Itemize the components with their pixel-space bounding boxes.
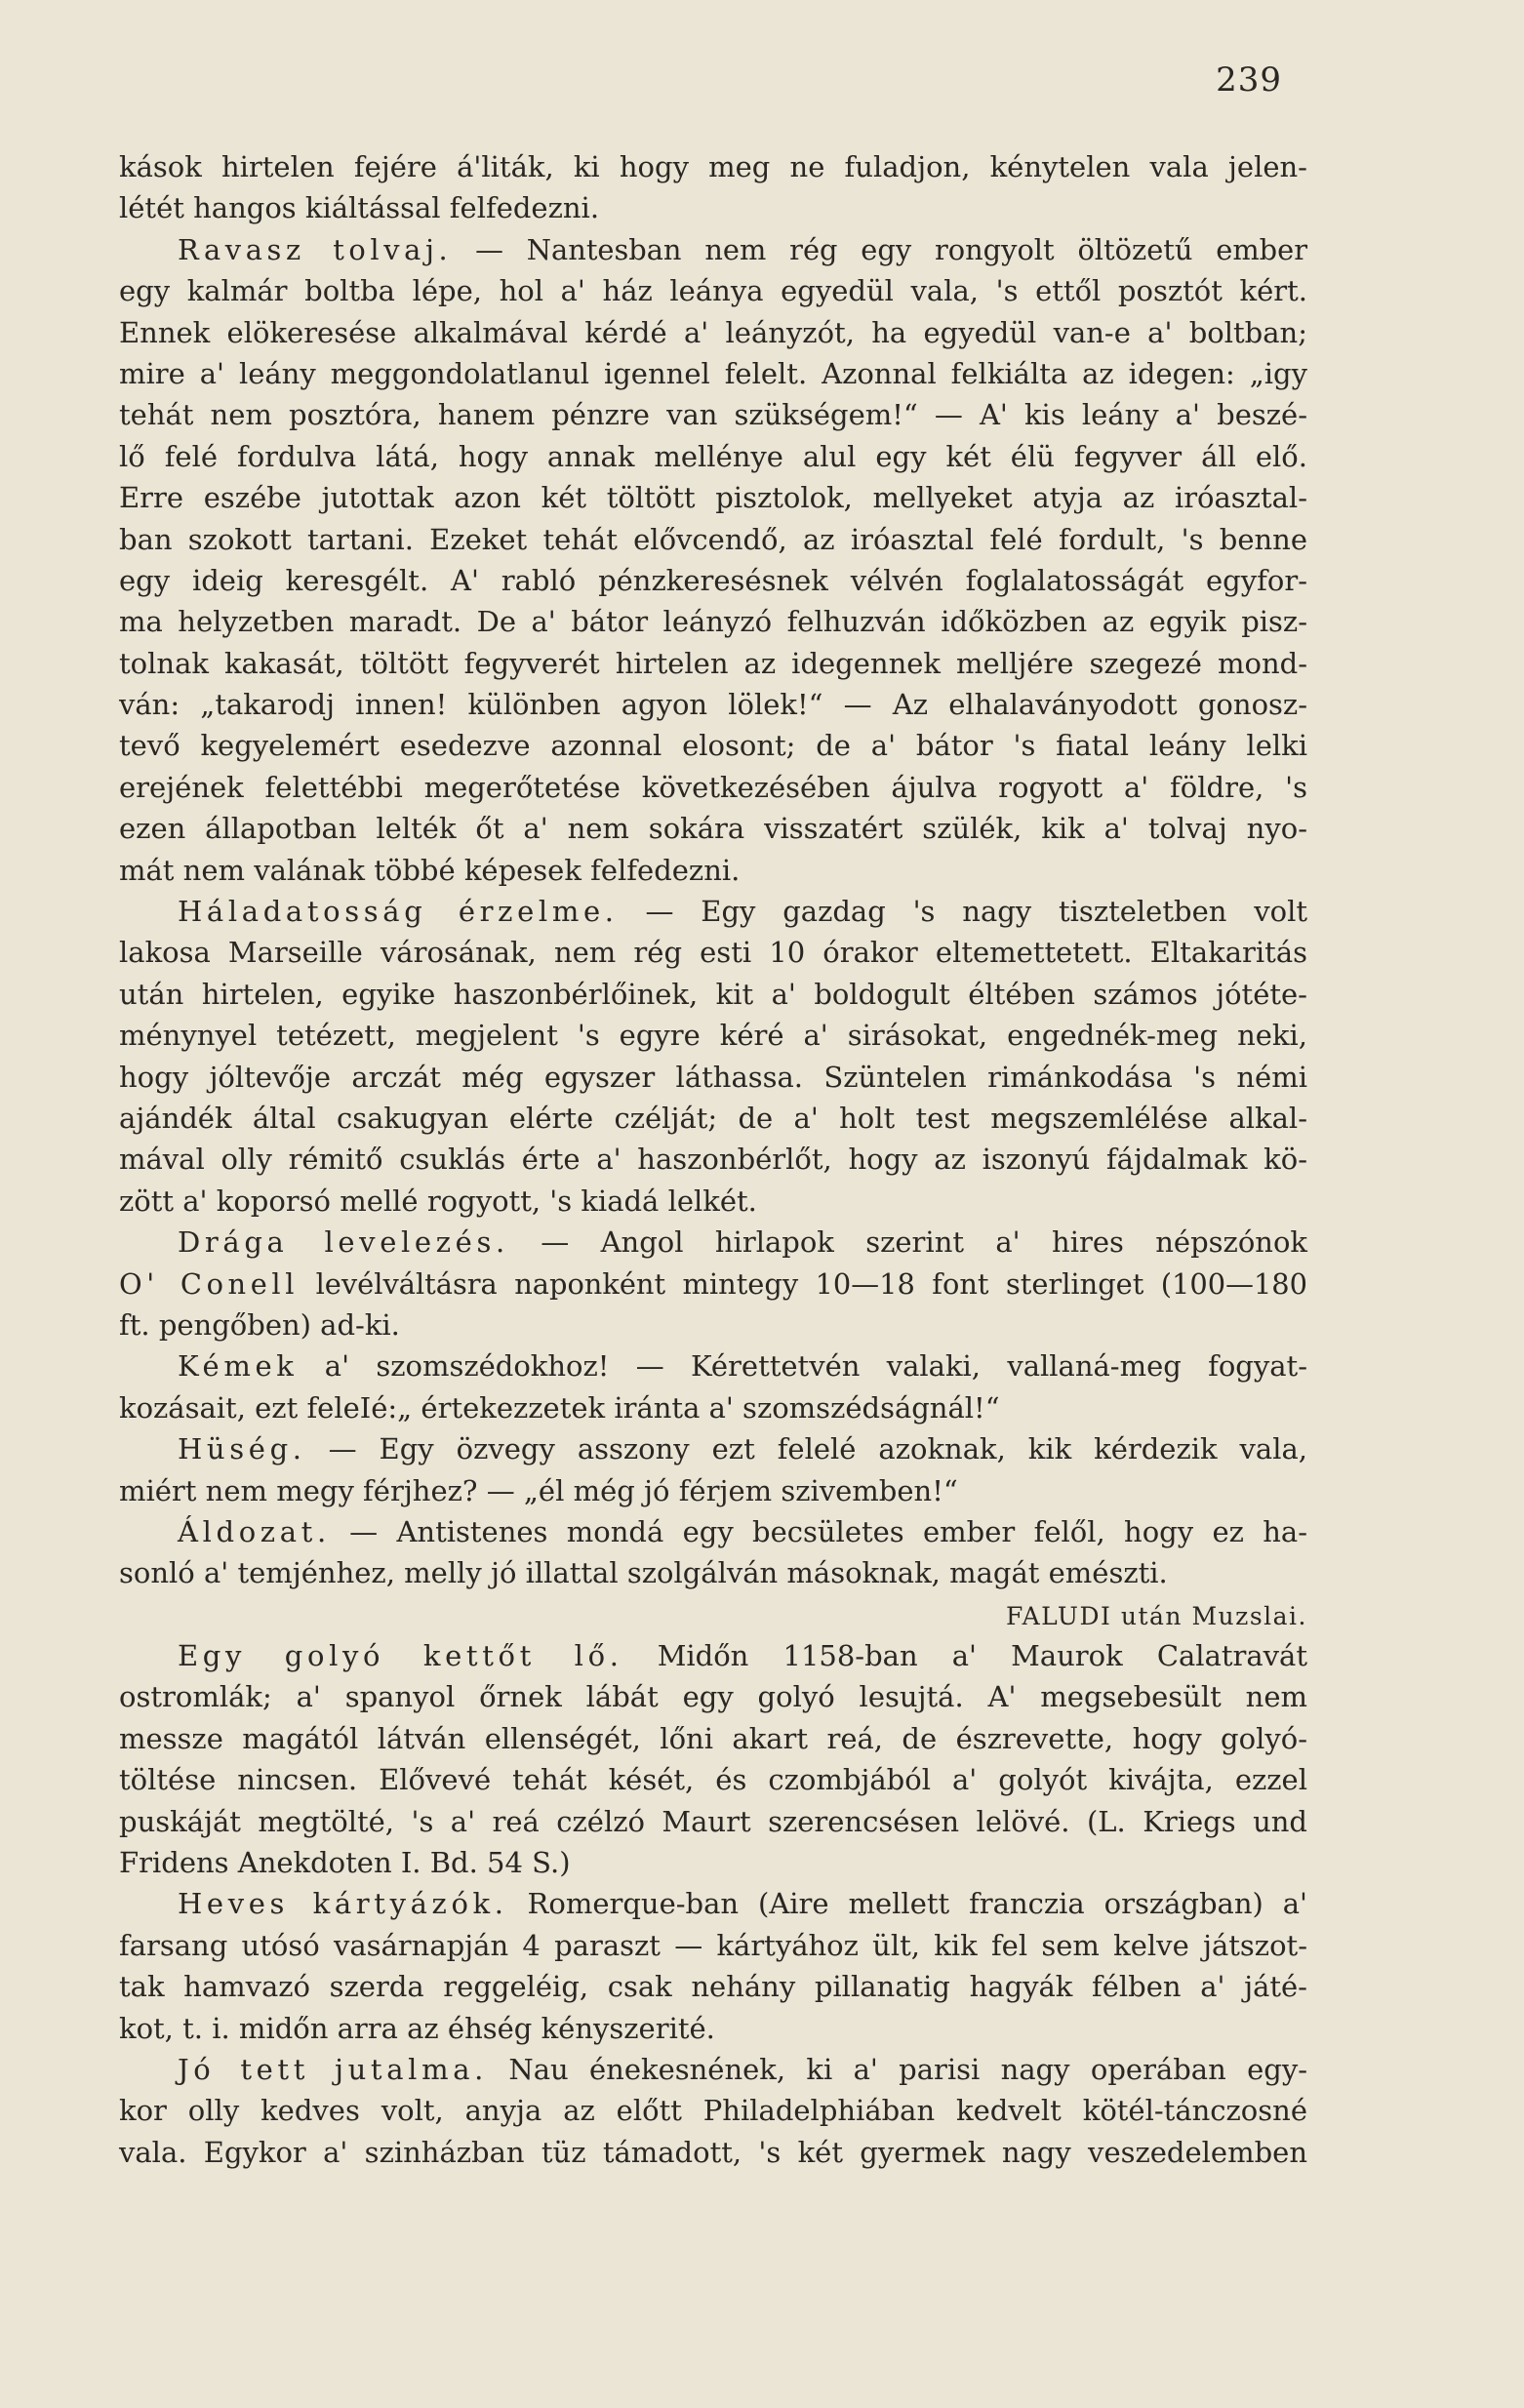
text-line: kozásait, ezt feleIé:„ értekezzetek iránta a' szomszédságnál!“ (119, 1390, 1000, 1425)
text-line: ostromlák; a' spanyol őrnek lábát egy golyó lesujtá. A' megsebesült nem (119, 1680, 1307, 1714)
text-line: kások hirtelen fejére á'liták, ki hogy meg ne fuladjon, kénytelen vala jelen- (119, 150, 1307, 183)
person-name: O' Conell (119, 1266, 300, 1301)
text-line: O' Conell levélváltásra naponként mintegy 10—18 font sterlinget (100—180 (119, 1266, 1308, 1301)
anecdote-title: Háladatosság érzelme. (178, 895, 619, 929)
anecdote-title: Drága levelezés. (178, 1225, 509, 1260)
text-line: Fridens Anekdoten I. Bd. 54 S.) (119, 1846, 571, 1880)
anecdote-title: Heves kártyázók. (178, 1887, 508, 1921)
text-line: puskáját megtölté, 's a' reá czélzó Maurt szerencsésen lelövé. (L. Kriegs und (119, 1804, 1307, 1838)
text-line: lő felé fordulva látá, hogy annak mellénye alul egy két élü fegyver áll elő. (119, 439, 1307, 473)
text-line: ezen állapotban lelték őt a' nem sokára visszatért szülék, kik a' tolvaj nyo- (119, 812, 1307, 846)
anecdote-heading-line: Drága levelezés. — Angol hirlapok szerint a' hires népszónok (178, 1225, 1307, 1260)
anecdote-heading-line: Hüség. — Egy özvegy asszony ezt felelé azoknak, kik kérdezik vala, (178, 1432, 1307, 1466)
anecdote-heading-line: Ravasz tolvaj. — Nantesban nem rég egy rongyolt öltözetű ember (178, 232, 1307, 266)
text-line: ma helyzetben maradt. De a' bátor leányzó felhuzván időközben az egyik pisz- (119, 605, 1307, 639)
text-line: töltése nincsen. Elővevé tehát kését, és czombjából a' golyót kivájta, ezzel (119, 1763, 1307, 1797)
text-line: egy ideig keresgélt. A' rabló pénzkeresésnek vélvén foglalatosságát egyfor- (119, 563, 1307, 597)
attribution: FALUDI után Muzslai. (1005, 1601, 1307, 1630)
anecdote-heading-line: Jó tett jutalma. Nau énekesnének, ki a' parisi nagy operában egy- (178, 2052, 1307, 2086)
text-line: ván: „takarodj innen! különben agyon lölek!“ — Az elhalaványodott gonosz- (119, 688, 1307, 722)
text-line: mire a' leány meggondolatlanul igennel felelt. Azonnal felkiálta az idegen: „igy (119, 356, 1307, 390)
text-line: messze magától látván ellenségét, lőni akart reá, de észrevette, hogy golyó- (119, 1721, 1307, 1755)
text-line: ajándék által csakugyan elérte czélját; de a' holt test megszemlélése alkal- (119, 1101, 1307, 1135)
text-line: kot, t. i. midőn arra az éhség kényszerité. (119, 2011, 715, 2045)
text-line: zött a' koporsó mellé rogyott, 's kiadá lelkét. (119, 1184, 757, 1218)
anecdote-heading-line: Áldozat. — Antistenes mondá egy becsületes ember felől, hogy ez ha- (178, 1514, 1307, 1548)
text-line: Erre eszébe jutottak azon két töltött pisztolok, mellyeket atyja az iróasztal- (119, 481, 1307, 515)
anecdote-title: Egy golyó kettőt lő. (178, 1639, 623, 1673)
text-line: erejének felettébbi megerőtetése következésében ájulva rogyott a' földre, 's (119, 770, 1307, 804)
text-line: ft. pengőben) ad-ki. (119, 1307, 400, 1342)
page-number: 239 (1216, 60, 1282, 100)
text-line: létét hangos kiáltással felfedezni. (119, 191, 600, 225)
anecdote-title: Ravasz tolvaj. (178, 232, 453, 266)
anecdote-heading-line: Heves kártyázók. Romerque-ban (Aire mellett franczia országban) a' (178, 1887, 1307, 1921)
text-line: sonló a' temjénhez, melly jó illattal szolgálván másoknak, magát emészti. (119, 1556, 1168, 1590)
anecdote-heading-line: Kémek a' szomszédokhoz! — Kérettetvén valaki, vallaná-meg fogyat- (178, 1349, 1307, 1384)
text-line: vala. Egykor a' szinházban tüz támadott, 's két gyermek nagy veszedelemben (119, 2135, 1307, 2169)
text-line: mával olly rémitő csuklás érte a' haszonbérlőt, hogy az iszonyú fájdalmak kö- (119, 1143, 1307, 1177)
anecdote-title: Áldozat. (178, 1514, 331, 1548)
text-line: mát nem valának többé képesek felfedezni. (119, 853, 741, 887)
page-body (119, 146, 1307, 2173)
text-line: tehát nem posztóra, hanem pénzre van szükségem!“ — A' kis leány a' beszé- (119, 398, 1307, 432)
text-line: kor olly kedves volt, anyja az előtt Philadelphiában kedvelt kötél-tánczosné (119, 2094, 1307, 2128)
anecdote-title: Kémek (178, 1349, 299, 1384)
anecdote-title: Hüség. (178, 1432, 306, 1466)
anecdote-heading-line: Egy golyó kettőt lő. Midőn 1158-ban a' Maurok Calatravát (178, 1639, 1307, 1673)
text-line: farsang utósó vasárnapján 4 paraszt — kártyához ült, kik fel sem kelve játszot- (119, 1928, 1307, 1962)
text-line: tevő kegyelemért esedezve azonnal elosont; de a' bátor 's fiatal leány lelki (119, 729, 1307, 763)
text-line: ban szokott tartani. Ezeket tehát elővcendő, az iróasztal felé fordult, 's benne (119, 522, 1307, 556)
text-line: egy kalmár boltba lépe, hol a' ház leánya egyedül vala, 's ettől posztót kért. (119, 274, 1307, 308)
anecdote-heading-line: Háladatosság érzelme. — Egy gazdag 's nagy tiszteletben volt (178, 895, 1307, 929)
text-line: lakosa Marseille városának, nem rég esti 10 órakor eltemettetett. Eltakaritás (119, 936, 1307, 970)
text-line: tolnak kakasát, töltött fegyverét hirtelen az idegennek melljére szegezé mond- (119, 646, 1307, 680)
anecdote-title: Jó tett jutalma. (178, 2052, 488, 2086)
text-line: miért nem megy férjhez? — „él még jó férjem szivemben!“ (119, 1473, 958, 1507)
text-line: hogy jóltevője arczát még egyszer láthassa. Szüntelen rimánkodása 's némi (119, 1060, 1307, 1094)
text-line: tak hamvazó szerda reggeléig, csak nehány pillanatig hagyák félben a' játé- (119, 1970, 1307, 2004)
text-line: Ennek elökeresése alkalmával kérdé a' leányzót, ha egyedül van-e a' boltban; (119, 315, 1307, 349)
text-line: ménynyel tetézett, megjelent 's egyre kéré a' sirásokat, engednék-meg neki, (119, 1019, 1307, 1053)
text-line: után hirtelen, egyike haszonbérlőinek, kit a' boldogult éltében számos jótéte- (119, 977, 1307, 1011)
attribution-line (119, 1594, 1307, 1635)
